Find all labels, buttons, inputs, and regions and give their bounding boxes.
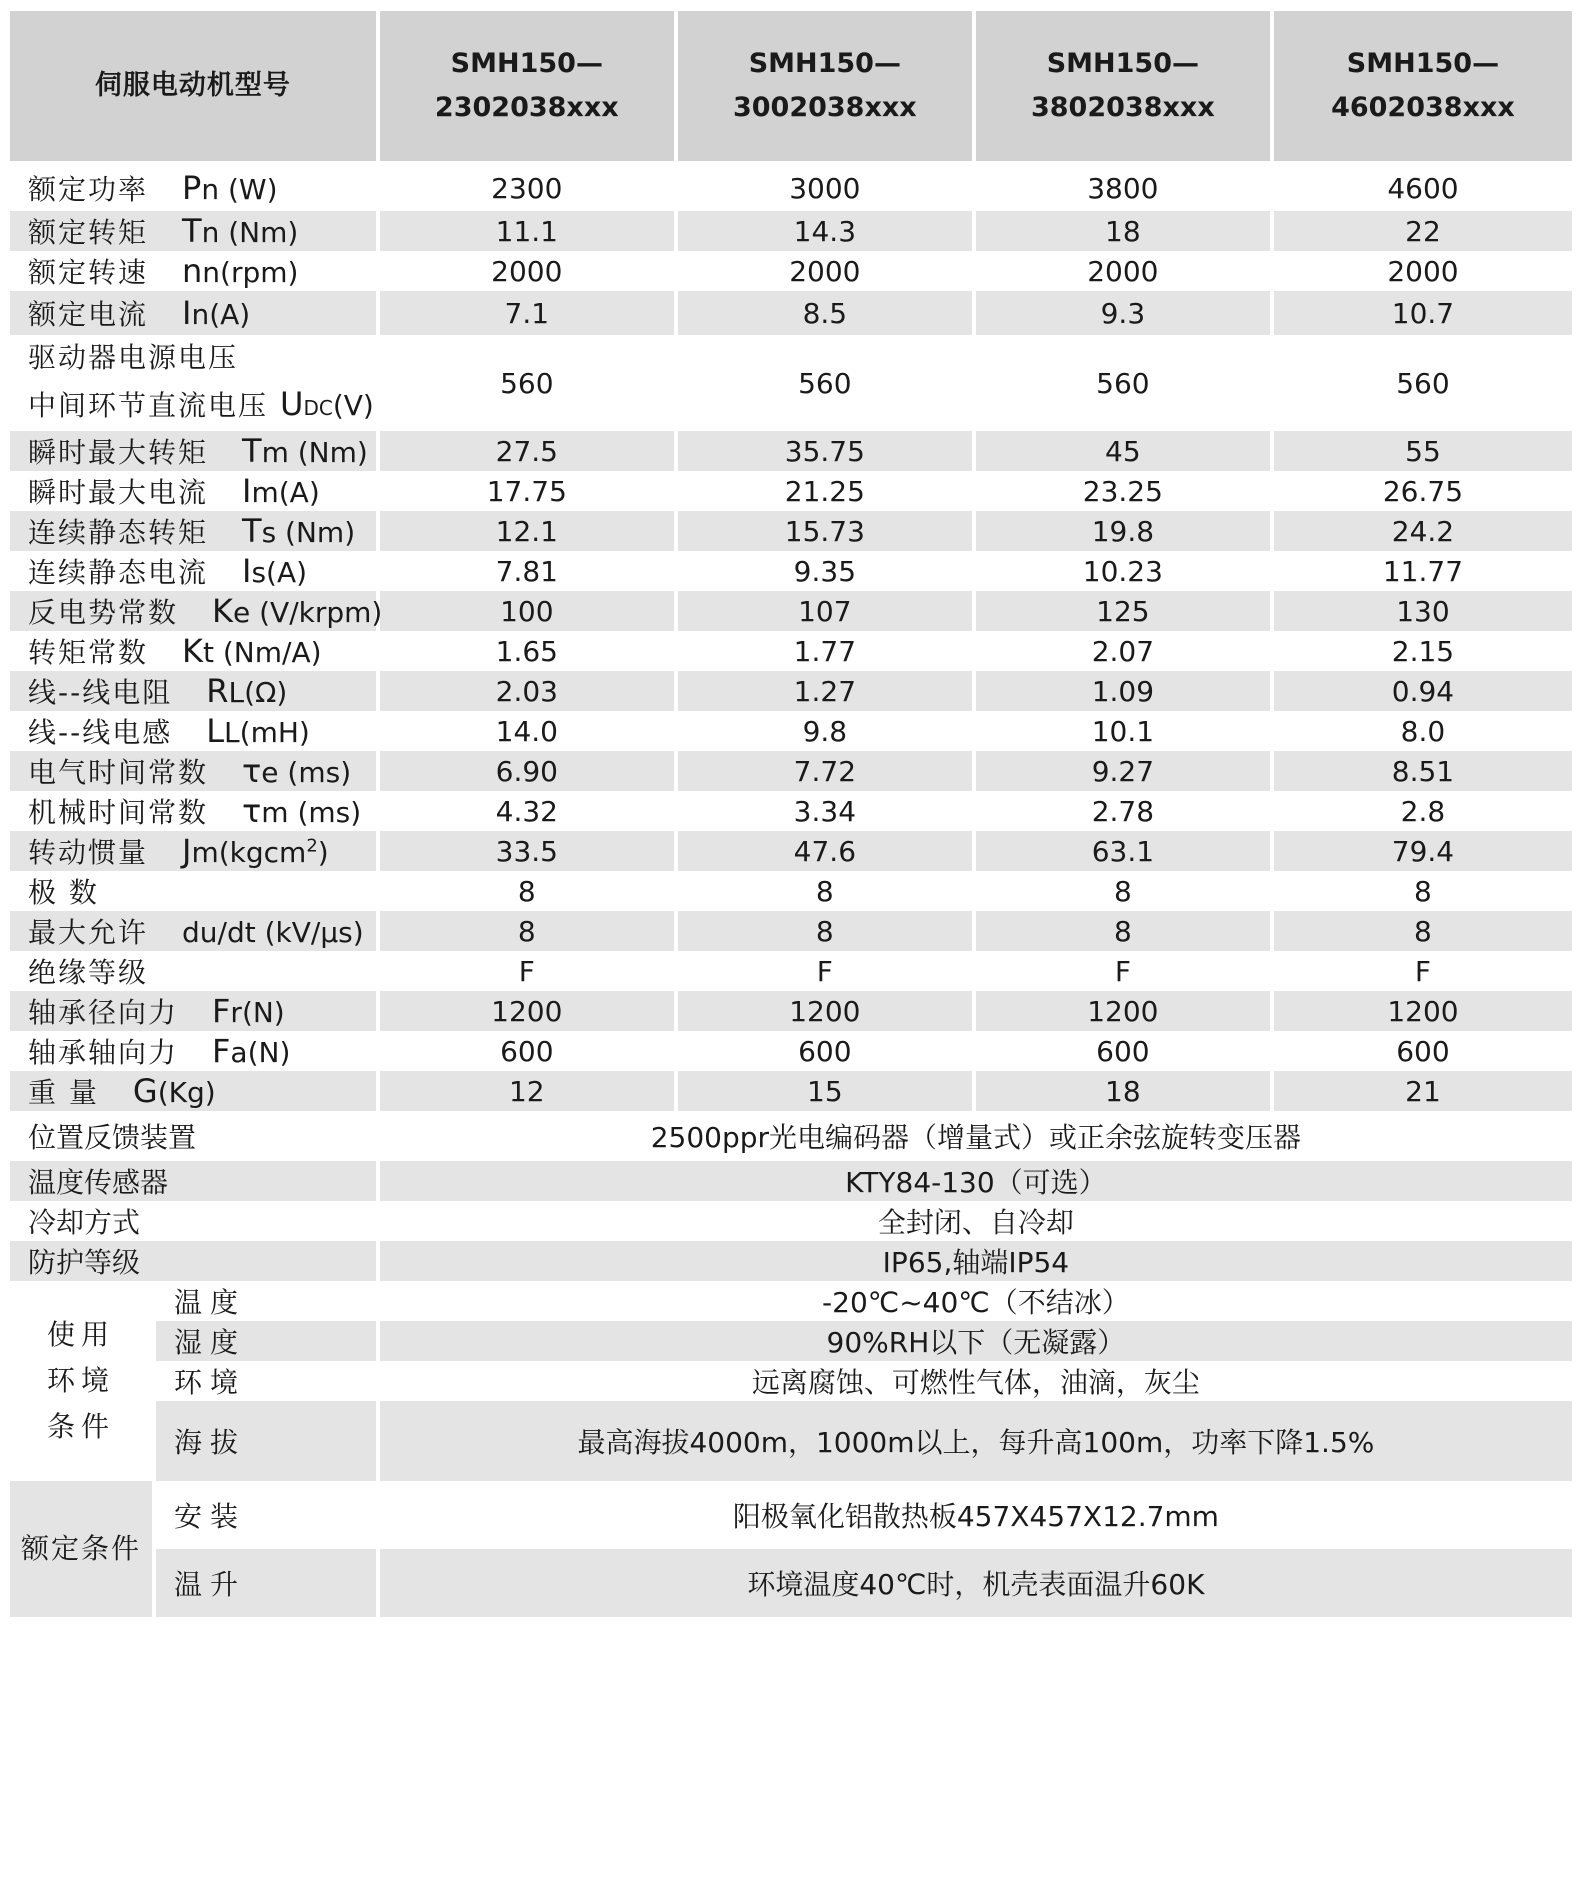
environment-group-label-line: 环境 <box>46 1364 115 1397</box>
spec-label: 温度传感器 <box>10 1161 380 1201</box>
model-name-line1: SMH150— <box>748 48 901 79</box>
parameter-subscript: n <box>202 256 221 289</box>
parameter-symbol: L <box>206 712 225 750</box>
parameter-label <box>10 211 380 251</box>
parameter-name: 转动惯量 <box>28 836 149 869</box>
parameter-name: 电气时间常数 <box>28 756 209 789</box>
parameter-unit-close: ) <box>317 836 329 869</box>
parameter-value: 8 <box>976 871 1274 911</box>
parameter-row <box>10 911 1572 951</box>
parameter-subscript: DC <box>303 396 333 420</box>
parameter-value: 2000 <box>976 251 1274 291</box>
parameter-unit: (N) <box>241 996 285 1029</box>
parameter-value: 8 <box>380 871 678 911</box>
parameter-subscript: s <box>261 516 277 549</box>
parameter-unit: (Kg) <box>157 1076 216 1109</box>
parameter-unit: (ms) <box>288 796 362 829</box>
parameter-unit: (V/krpm) <box>250 596 383 629</box>
parameter-value: 107 <box>678 591 976 631</box>
parameter-value: 33.5 <box>380 831 678 871</box>
parameter-row <box>10 991 1572 1031</box>
parameter-symbol: P <box>182 169 202 207</box>
parameter-label <box>10 431 380 471</box>
parameter-value: 21 <box>1274 1071 1572 1111</box>
parameter-row <box>10 671 1572 711</box>
parameter-row <box>10 1031 1572 1071</box>
parameter-unit: (Nm) <box>219 216 299 249</box>
parameter-label <box>10 165 380 211</box>
spec-value: 全封闭、自冷却 <box>877 1206 1074 1239</box>
parameter-name: 轴承轴向力 <box>28 1036 179 1069</box>
parameter-label <box>10 1071 380 1111</box>
parameter-subscript: n <box>201 216 220 249</box>
parameter-name: 轴承径向力 <box>28 996 179 1029</box>
model-name-line2: 4602038xxx <box>1331 92 1515 123</box>
parameter-subscript: e <box>233 596 251 629</box>
parameter-row <box>10 751 1572 791</box>
model-name-line2: 3002038xxx <box>732 92 917 123</box>
environment-row <box>10 1401 1572 1481</box>
parameter-value: 600 <box>1396 1034 1450 1068</box>
environment-item-label: 海拔 <box>156 1401 380 1481</box>
parameter-value: 8 <box>1414 874 1432 908</box>
parameter-subscript: m <box>191 836 219 869</box>
parameter-name: 重 量 <box>28 1076 99 1109</box>
parameter-name: 连续静态转矩 <box>28 516 209 549</box>
parameter-value: 12.1 <box>380 511 678 551</box>
parameter-subscript: e <box>261 756 279 789</box>
parameter-symbol: I <box>182 294 192 332</box>
parameter-value: F <box>1414 954 1431 988</box>
parameter-label <box>10 791 380 831</box>
spec-label: 冷却方式 <box>10 1201 380 1241</box>
parameter-row <box>10 1071 1572 1111</box>
parameter-value: 26.75 <box>1382 474 1464 508</box>
environment-row <box>10 1281 1572 1321</box>
rated-item-value: 环境温度40℃时，机壳表面温升60K <box>380 1549 1572 1617</box>
parameter-value: 27.5 <box>380 431 678 471</box>
parameter-value: 4600 <box>1387 171 1459 205</box>
spec-label: 位置反馈装置 <box>10 1111 380 1161</box>
parameter-value: 2000 <box>1387 254 1459 288</box>
parameter-subscript: a <box>230 1036 248 1069</box>
parameter-row <box>10 871 1572 911</box>
parameter-row <box>10 791 1572 831</box>
parameter-symbol: I <box>242 472 252 510</box>
parameter-value: 1200 <box>678 991 976 1031</box>
parameter-unit: (A) <box>266 556 308 589</box>
parameter-value: F <box>380 951 678 991</box>
parameter-value: 55 <box>1274 431 1572 471</box>
parameter-name-line2: 中间环节直流电压 <box>28 389 269 422</box>
parameter-value: 1.09 <box>976 671 1274 711</box>
parameter-label <box>10 291 380 335</box>
parameter-value: 24.2 <box>1274 511 1572 551</box>
parameter-value: 6.90 <box>380 751 678 791</box>
parameter-name: 瞬时最大转矩 <box>28 436 209 469</box>
parameter-value: 79.4 <box>1274 831 1572 871</box>
environment-row <box>10 1361 1572 1401</box>
parameter-value: 3800 <box>976 165 1274 211</box>
parameter-value: 8.51 <box>1274 751 1572 791</box>
parameter-value: 8 <box>678 871 976 911</box>
parameter-label <box>10 335 380 431</box>
parameter-value: 2000 <box>678 251 976 291</box>
parameter-label <box>10 711 380 751</box>
parameter-row <box>10 165 1572 211</box>
parameter-name: 转矩常数 <box>28 636 149 669</box>
parameter-subscript: m <box>261 436 289 469</box>
parameter-value: 600 <box>678 1031 976 1071</box>
parameter-value: 63.1 <box>976 831 1274 871</box>
parameter-value: 35.75 <box>678 431 976 471</box>
parameter-symbol: T <box>182 212 202 250</box>
parameter-unit: (Nm) <box>288 436 368 469</box>
parameter-value: 8.0 <box>1400 714 1446 748</box>
parameter-symbol: F <box>212 992 231 1030</box>
parameter-value: 8 <box>380 911 678 951</box>
parameter-unit: (mH) <box>239 716 310 749</box>
environment-item-label: 环境 <box>156 1361 380 1401</box>
spec-span-row <box>10 1241 1572 1281</box>
parameter-value: 8.5 <box>678 291 976 335</box>
environment-row <box>10 1321 1572 1361</box>
spec-value: 2500ppr光电编码器（增量式）或正余弦旋转变压器 <box>650 1121 1302 1154</box>
parameter-value: 18 <box>976 211 1274 251</box>
parameter-label <box>10 751 380 791</box>
spec-label: 防护等级 <box>10 1241 380 1281</box>
parameter-symbol: J <box>182 832 192 870</box>
parameter-unit: du/dt (kV/μs) <box>182 916 364 949</box>
parameter-name: 线--线电阻 <box>28 676 173 709</box>
parameter-label <box>10 671 380 711</box>
parameter-value: 1.27 <box>678 671 976 711</box>
parameter-value: 1200 <box>1274 991 1572 1031</box>
rated-condition-row <box>10 1481 1572 1549</box>
environment-item-value: -20℃~40℃（不结冰） <box>822 1286 1130 1319</box>
parameter-label <box>10 511 380 551</box>
environment-item-label: 湿度 <box>156 1321 380 1361</box>
parameter-unit: (Nm) <box>276 516 356 549</box>
parameter-unit: (A) <box>278 476 320 509</box>
spec-table-container <box>10 11 1572 1617</box>
parameter-unit: (Ω) <box>244 676 288 709</box>
parameter-value: 19.8 <box>976 511 1274 551</box>
parameter-value: 8 <box>1274 911 1572 951</box>
parameter-value: 8 <box>678 911 976 951</box>
parameter-name: 极 数 <box>28 876 99 909</box>
parameter-symbol: n <box>182 252 203 290</box>
parameter-value: 2000 <box>380 251 678 291</box>
parameter-row <box>10 431 1572 471</box>
parameter-label <box>10 1031 380 1071</box>
parameter-row <box>10 591 1572 631</box>
parameter-value: F <box>976 951 1274 991</box>
parameter-value: 3000 <box>678 165 976 211</box>
parameter-value: 4.32 <box>380 791 678 831</box>
parameter-label <box>10 591 383 631</box>
rated-item-value: 阳极氧化铝散热板457X457X12.7mm <box>732 1500 1219 1533</box>
parameter-label <box>10 631 380 671</box>
parameter-label <box>10 831 380 871</box>
parameter-row <box>10 291 1572 335</box>
parameter-value: 560 <box>380 335 678 431</box>
parameter-value: 125 <box>976 591 1274 631</box>
parameter-symbol: U <box>280 385 304 423</box>
spec-value: KTY84-130（可选） <box>380 1161 1572 1201</box>
rated-group-label: 额定条件 <box>10 1481 156 1617</box>
parameter-unit: (W) <box>219 173 278 206</box>
parameter-value: 1200 <box>976 991 1274 1031</box>
environment-group-label-line: 条件 <box>46 1410 115 1443</box>
parameter-value: 9.8 <box>678 711 976 751</box>
parameter-row <box>10 251 1572 291</box>
parameter-value: 560 <box>976 335 1274 431</box>
parameter-value: 3.34 <box>678 791 976 831</box>
parameter-label <box>10 871 380 911</box>
parameter-label <box>10 991 380 1031</box>
parameter-row <box>10 211 1572 251</box>
parameter-symbol: R <box>206 672 229 710</box>
parameter-value: 23.25 <box>976 471 1274 511</box>
header-row <box>10 11 1572 165</box>
parameter-subscript: n <box>201 173 220 206</box>
parameter-label <box>10 471 380 511</box>
parameter-value: 10.23 <box>976 551 1274 591</box>
parameter-symbol: T <box>242 512 262 550</box>
environment-item-value: 远离腐蚀、可燃性气体，油滴，灰尘 <box>751 1366 1200 1399</box>
spec-span-row <box>10 1161 1572 1201</box>
parameter-row <box>10 551 1572 591</box>
parameter-value: 130 <box>1274 591 1572 631</box>
parameter-row <box>10 951 1572 991</box>
model-column-header <box>380 11 678 165</box>
parameter-value: 2300 <box>380 165 678 211</box>
parameter-name: 驱动器电源电压 <box>28 341 239 374</box>
parameter-label <box>10 911 380 951</box>
parameter-value: 47.6 <box>678 831 976 871</box>
parameter-value: 10.7 <box>1274 291 1572 335</box>
parameter-name: 额定转矩 <box>28 216 149 249</box>
parameter-value: 17.75 <box>380 471 678 511</box>
parameter-row <box>10 711 1572 751</box>
parameter-subscript: n <box>191 298 210 331</box>
parameter-value: 600 <box>976 1031 1274 1071</box>
parameter-symbol: K <box>182 632 203 670</box>
parameter-subscript: r <box>230 996 242 1029</box>
parameter-value: 560 <box>678 335 976 431</box>
spec-span-row <box>10 1201 1572 1241</box>
parameter-label <box>10 551 380 591</box>
parameter-value: 2.8 <box>1400 794 1446 828</box>
model-name-line2: 2302038xxx <box>434 92 619 123</box>
parameter-value: 45 <box>976 431 1274 471</box>
model-header-label: 伺服电动机型号 <box>10 11 380 165</box>
spec-span-row <box>10 1111 1572 1161</box>
parameter-row <box>10 511 1572 551</box>
parameter-value: 21.25 <box>678 471 976 511</box>
parameter-value: 14.0 <box>380 711 678 751</box>
parameter-symbol: τ <box>242 752 262 790</box>
parameter-unit: (ms) <box>278 756 352 789</box>
parameter-row <box>10 471 1572 511</box>
model-name-line1: SMH150— <box>450 48 603 79</box>
parameter-value: 1200 <box>380 991 678 1031</box>
parameter-symbol: G <box>132 1072 158 1110</box>
parameter-label <box>10 251 380 291</box>
parameter-value: 2.15 <box>1391 634 1455 668</box>
parameter-value: 0.94 <box>1274 671 1572 711</box>
parameter-value: 9.35 <box>678 551 976 591</box>
parameter-value: 15 <box>678 1071 976 1111</box>
parameter-row <box>10 831 1572 871</box>
parameter-subscript: m <box>251 476 279 509</box>
model-name-line2: 3802038xxx <box>1030 92 1215 123</box>
parameter-unit: (rpm) <box>220 256 299 289</box>
environment-item-value: 90%RH以下（无凝露） <box>380 1321 1572 1361</box>
environment-item-label: 温度 <box>156 1281 380 1321</box>
parameter-value: 600 <box>380 1031 678 1071</box>
parameter-value: 15.73 <box>678 511 976 551</box>
environment-group-label-line: 使用 <box>46 1318 115 1351</box>
parameter-value: 1.77 <box>678 631 976 671</box>
spec-value: IP65,轴端IP54 <box>380 1241 1572 1281</box>
model-column-header <box>976 11 1274 165</box>
parameter-value: 1.65 <box>380 631 678 671</box>
parameter-value: 8 <box>976 911 1274 951</box>
parameter-value: 12 <box>380 1071 678 1111</box>
parameter-value: 100 <box>380 591 678 631</box>
parameter-name: 机械时间常数 <box>28 796 209 829</box>
parameter-row <box>10 335 1572 431</box>
parameter-subscript: L <box>228 676 245 709</box>
parameter-subscript: t <box>203 636 214 669</box>
parameter-value: 7.1 <box>380 291 678 335</box>
model-name-line1: SMH150— <box>1046 48 1200 79</box>
parameter-name: 连续静态电流 <box>28 556 209 589</box>
parameter-value: 18 <box>976 1071 1274 1111</box>
parameter-row <box>10 631 1572 671</box>
parameter-value: 2.78 <box>976 791 1274 831</box>
parameter-symbol: T <box>242 432 262 470</box>
rated-item-label: 安装 <box>156 1481 380 1549</box>
parameter-symbol: F <box>212 1032 231 1070</box>
model-column-header <box>678 11 976 165</box>
model-column-header <box>1274 11 1572 165</box>
parameter-name: 额定电流 <box>28 298 149 331</box>
parameter-symbol: K <box>212 592 233 630</box>
parameter-unit: (kgcm <box>218 836 307 869</box>
model-name-line1: SMH150— <box>1346 48 1500 79</box>
parameter-value: 7.81 <box>380 551 678 591</box>
parameter-unit: (A) <box>209 298 251 331</box>
parameter-value: 2.03 <box>380 671 678 711</box>
parameter-name: 反电势常数 <box>28 596 179 629</box>
parameter-value: F <box>678 951 976 991</box>
parameter-value: 11.77 <box>1382 554 1464 588</box>
environment-group-label <box>10 1281 156 1481</box>
parameter-value: 14.3 <box>678 211 976 251</box>
parameter-value: 7.72 <box>678 751 976 791</box>
parameter-label <box>10 951 380 991</box>
parameter-symbol: τ <box>242 792 262 830</box>
parameter-value: 9.27 <box>976 751 1274 791</box>
parameter-name: 额定功率 <box>28 173 149 206</box>
parameter-name: 线--线电感 <box>28 716 173 749</box>
parameter-value: 2.07 <box>976 631 1274 671</box>
parameter-unit: (V) <box>332 389 374 422</box>
parameter-value: 10.1 <box>976 711 1274 751</box>
parameter-unit: (Nm/A) <box>213 636 322 669</box>
rated-condition-row <box>10 1549 1572 1617</box>
parameter-value: 11.1 <box>380 211 678 251</box>
parameter-value: 22 <box>1274 211 1572 251</box>
parameter-name: 最大允许 <box>28 916 149 949</box>
parameter-value: 560 <box>1396 366 1450 400</box>
parameter-subscript: s <box>251 556 267 589</box>
parameter-superscript: 2 <box>306 835 318 857</box>
parameter-subscript: m <box>261 796 289 829</box>
parameter-symbol: I <box>242 552 252 590</box>
parameter-value: 9.3 <box>976 291 1274 335</box>
environment-item-value: 最高海拔4000m，1000m以上，每升高100m，功率下降1.5% <box>380 1401 1572 1481</box>
parameter-subscript: L <box>224 716 240 749</box>
parameter-name: 瞬时最大电流 <box>28 476 209 509</box>
spec-table-body <box>10 165 1572 1617</box>
parameter-name: 绝缘等级 <box>28 956 149 989</box>
rated-item-label: 温升 <box>156 1549 380 1617</box>
servo-motor-spec-table <box>10 11 1572 1617</box>
parameter-unit: (N) <box>247 1036 291 1069</box>
parameter-name: 额定转速 <box>28 256 149 289</box>
